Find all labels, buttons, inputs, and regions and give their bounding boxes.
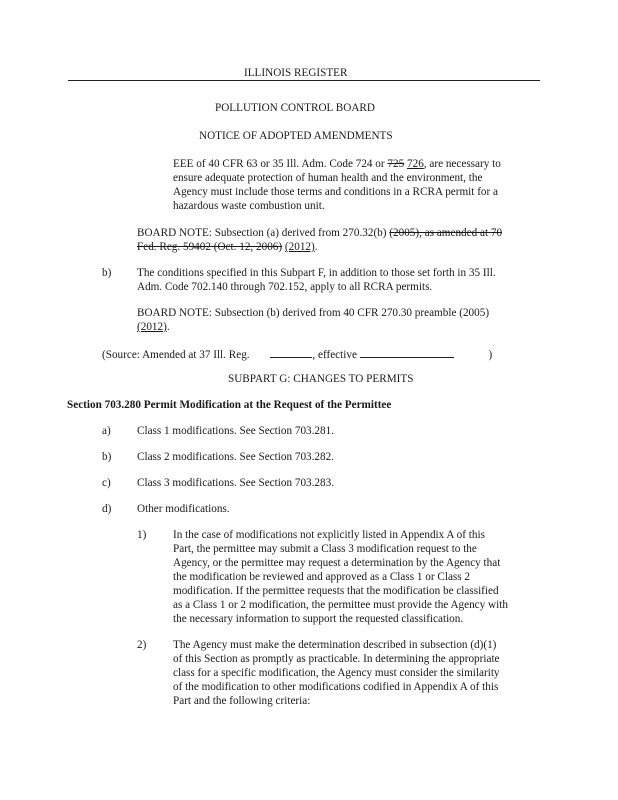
source-close: ) bbox=[488, 349, 493, 361]
source-line bbox=[102, 346, 492, 363]
item-label: c) bbox=[102, 477, 111, 489]
text-line: ensure adequate protection of human health and the environment, the bbox=[173, 172, 483, 184]
deleted-text: (2005), as amended at 70 bbox=[389, 227, 503, 239]
item-label: 1) bbox=[137, 529, 147, 541]
text-line: Part, the permittee may submit a Class 3 modification request to the bbox=[173, 543, 477, 555]
inserted-text: (2012) bbox=[284, 241, 315, 253]
item-text: Class 1 modifications. See Section 703.281. bbox=[137, 425, 335, 437]
text-line: The conditions specified in this Subpart F, in addition to those set forth in 35 Ill. bbox=[137, 267, 496, 279]
effective-text: , effective bbox=[312, 349, 357, 361]
item-label: a) bbox=[102, 425, 111, 437]
text-run: . bbox=[166, 321, 170, 333]
text-line: of this Section as promptly as practicable. In determining the appropriate bbox=[173, 653, 500, 665]
text-line: the modification be reviewed and approved as a Class 1 or Class 2 bbox=[173, 571, 471, 583]
text-run: EEE of 40 CFR 63 or 35 Ill. Adm. Code 724 or bbox=[173, 158, 388, 170]
text-line: Agency, or the permittee may request a determination by the Agency that bbox=[173, 557, 501, 569]
text-line bbox=[173, 157, 501, 172]
register-title: ILLINOIS REGISTER bbox=[244, 67, 348, 79]
item-label: 2) bbox=[137, 639, 147, 651]
text-line: of the modification to other modifications codified in Appendix A of this bbox=[173, 681, 499, 693]
text-line: Part and the following criteria: bbox=[173, 695, 311, 707]
item-label: d) bbox=[102, 503, 112, 515]
inserted-text: 726 bbox=[407, 158, 424, 170]
text-line: The Agency must make the determination described in subsection (d)(1) bbox=[173, 639, 497, 651]
text-run: , are necessary to bbox=[423, 158, 501, 170]
text-line: BOARD NOTE: Subsection (b) derived from 40 CFR 270.30 preamble (2005) bbox=[137, 307, 490, 319]
source-text: (Source: Amended at 37 Ill. Reg. bbox=[102, 349, 250, 361]
item-label: b) bbox=[102, 451, 112, 463]
text-line bbox=[137, 320, 170, 335]
text-line: Adm. Code 702.140 through 702.152, apply to all RCRA permits. bbox=[137, 281, 433, 293]
item-label: b) bbox=[102, 267, 112, 279]
inserted-text: (2012) bbox=[137, 321, 167, 333]
text-line: modification. If the permittee requests that the modification be classified bbox=[173, 585, 499, 597]
item-text: Other modifications. bbox=[137, 503, 230, 515]
text-line: In the case of modifications not explicitly listed in Appendix A of this bbox=[173, 529, 485, 541]
text-line: class for a specific modification, the Agency must consider the similarity bbox=[173, 667, 500, 679]
notice-title: NOTICE OF ADOPTED AMENDMENTS bbox=[199, 130, 393, 142]
text-line: the necessary information to support the requested classification. bbox=[173, 613, 464, 625]
volume-blank bbox=[270, 346, 312, 358]
item-text: Class 2 modifications. See Section 703.282. bbox=[137, 451, 335, 463]
board-title: POLLUTION CONTROL BOARD bbox=[215, 102, 375, 114]
text-line: hazardous waste combustion unit. bbox=[173, 200, 325, 212]
text-line bbox=[137, 240, 318, 255]
deleted-text: 725 bbox=[387, 158, 405, 170]
subpart-heading: SUBPART G: CHANGES TO PERMITS bbox=[228, 373, 414, 385]
text-run: BOARD NOTE: Subsection (a) derived from 270.32(b) bbox=[137, 227, 390, 239]
text-line: Agency must include those terms and conditions in a RCRA permit for a bbox=[173, 186, 499, 198]
deleted-text: Fed. Reg. 59402 (Oct. 12, 2006) bbox=[137, 241, 283, 253]
text-line bbox=[137, 226, 502, 241]
section-heading: Section 703.280 Permit Modification at the Request of the Permittee bbox=[67, 399, 392, 411]
item-text: Class 3 modifications. See Section 703.283. bbox=[137, 477, 335, 489]
date-blank bbox=[360, 346, 454, 358]
text-line: as a Class 1 or 2 modification, the permittee must provide the Agency with bbox=[173, 599, 508, 611]
text-run: . bbox=[314, 241, 318, 253]
